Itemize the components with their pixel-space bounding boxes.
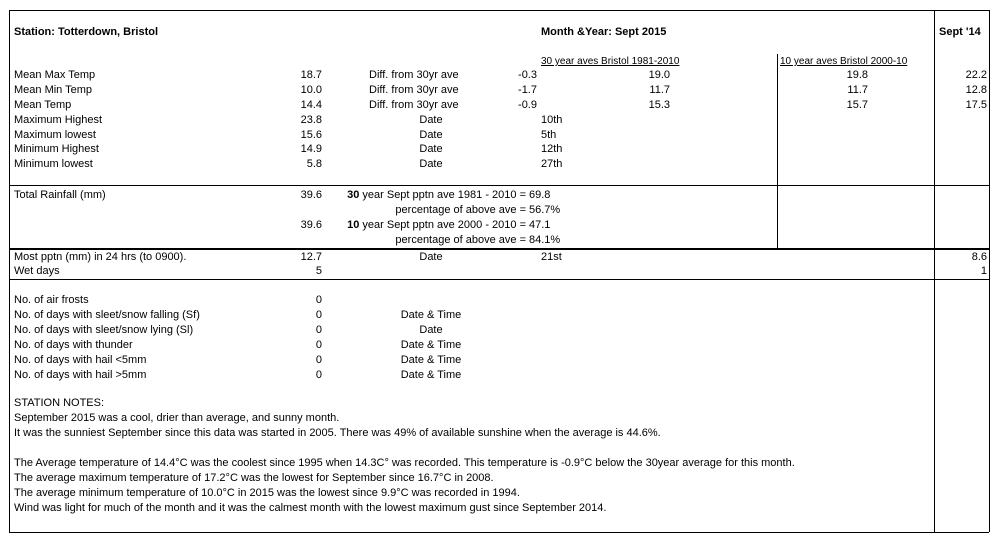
prev-year-value: 17.5 <box>965 99 987 111</box>
wet-days-label: Wet days <box>14 265 60 277</box>
station-title: Station: Totterdown, Bristol <box>14 26 159 38</box>
counts-top-line <box>9 279 989 280</box>
count-label: No. of days with sleet/snow lying (Sl) <box>14 324 194 336</box>
row-value: 10.0 <box>300 84 322 96</box>
border-right <box>989 10 990 532</box>
count-label: No. of days with thunder <box>14 339 133 351</box>
notes-line: The average maximum temperature of 17.2°C was the lowest for September since 16.7°C in 2008. <box>14 472 494 484</box>
diff-value: -1.7 <box>518 84 537 96</box>
ave10-header: 10 year aves Bristol 2000-10 <box>780 56 908 67</box>
border-left <box>9 10 10 532</box>
rainfall-top-line <box>9 185 989 186</box>
notes-line: It was the sunniest September since this data was started in 2005. There was 49% of available sunshine when the average is 44.6%. <box>14 427 661 439</box>
rainfall-value-2: 39.6 <box>300 219 322 231</box>
diff-value: -0.3 <box>518 69 537 81</box>
pptn-label: Most pptn (mm) in 24 hrs (to 0900). <box>14 251 187 263</box>
row-value: 18.7 <box>300 69 322 81</box>
rainfall-ave10-value: 47.1 <box>529 219 551 231</box>
row-label: Minimum Highest <box>14 143 99 155</box>
ave10-value: 11.7 <box>847 84 868 96</box>
date-value: 5th <box>541 129 557 141</box>
month-year-title: Month &Year: Sept 2015 <box>541 26 667 38</box>
ave10-column-divider <box>777 54 778 250</box>
rainfall-value: 39.6 <box>300 189 322 201</box>
row-label: Mean Temp <box>14 99 72 111</box>
rainfall-pct30-value: 56.7% <box>529 204 561 216</box>
ave30-value: 19.0 <box>648 69 670 81</box>
prev-year-value: 12.8 <box>965 84 987 96</box>
ave10-value: 19.8 <box>846 69 868 81</box>
pptn-date-label: Date <box>419 251 443 263</box>
rainfall-pct10-text: percentage of above ave = <box>395 234 526 246</box>
ave10-prefix: 10 <box>347 219 360 231</box>
date-label: Date <box>419 143 443 155</box>
rainfall-ave30-value: 69.8 <box>529 189 551 201</box>
ave30-value: 15.3 <box>648 99 670 111</box>
row-value: 23.8 <box>300 114 322 126</box>
row-label: Mean Min Temp <box>14 84 93 96</box>
notes-line: The Average temperature of 14.4°C was the coolest since 1995 when 14.3C° was recorded. This temperature is -0.9°C below the 30year average for this month. <box>14 457 795 469</box>
count-extra: Date & Time <box>400 339 462 351</box>
rainfall-label: Total Rainfall (mm) <box>14 189 106 201</box>
row-value: 15.6 <box>300 129 322 141</box>
row-value: 5.8 <box>306 158 322 170</box>
count-extra: Date & Time <box>400 369 462 381</box>
row-label: Mean Max Temp <box>14 69 96 81</box>
diff-value: -0.9 <box>518 99 537 111</box>
row-label: Maximum Highest <box>14 114 103 126</box>
count-value: 0 <box>315 339 322 351</box>
diff-label: Diff. from 30yr ave <box>369 69 459 81</box>
border-top <box>9 10 989 11</box>
count-label: No. of air frosts <box>14 294 89 306</box>
count-value: 0 <box>315 324 322 336</box>
row-label: Minimum lowest <box>14 158 93 170</box>
ave30-prefix: 30 <box>347 189 360 201</box>
row-value: 14.9 <box>300 143 322 155</box>
notes-line: Wind was light for much of the month and it was the calmest month with the lowest maximum gust since September 2014. <box>14 502 607 514</box>
notes-line: The average minimum temperature of 10.0°C in 2015 was the lowest since 9.9°C was recorded in 1994. <box>14 487 520 499</box>
date-value: 12th <box>541 143 563 155</box>
border-bottom <box>9 532 989 533</box>
ave30-value: 11.7 <box>649 84 670 96</box>
pptn-date: 21st <box>541 251 562 263</box>
count-value: 0 <box>315 309 322 321</box>
date-value: 27th <box>541 158 563 170</box>
count-extra: Date <box>419 324 443 336</box>
count-value: 0 <box>315 354 322 366</box>
ave10-text: year Sept pptn ave 2000 - 2010 = <box>359 219 526 231</box>
rainfall-pct10-value: 84.1% <box>529 234 561 246</box>
count-value: 0 <box>315 369 322 381</box>
diff-label: Diff. from 30yr ave <box>369 99 459 111</box>
row-label: Maximum lowest <box>14 129 96 141</box>
rainfall-pct30-text: percentage of above ave = <box>395 204 526 216</box>
notes-title: STATION NOTES: <box>14 397 105 409</box>
notes-line: September 2015 was a cool, drier than average, and sunny month. <box>14 412 340 424</box>
date-value: 10th <box>541 114 563 126</box>
count-value: 0 <box>315 294 322 306</box>
count-label: No. of days with hail <5mm <box>14 354 147 366</box>
date-label: Date <box>419 158 443 170</box>
ave30-header: 30 year aves Bristol 1981-2010 <box>541 56 680 67</box>
date-label: Date <box>419 129 443 141</box>
ave30-text: year Sept pptn ave 1981 - 2010 = <box>359 189 526 201</box>
prev-year-value: 22.2 <box>965 69 987 81</box>
sept14-column-divider <box>934 10 935 532</box>
pptn-prev-year: 8.6 <box>971 251 987 263</box>
date-label: Date <box>419 114 443 126</box>
wet-days-value: 5 <box>315 265 322 277</box>
rainfall-ave30-text <box>320 189 526 202</box>
diff-label: Diff. from 30yr ave <box>369 84 459 96</box>
count-label: No. of days with sleet/snow falling (Sf) <box>14 309 200 321</box>
count-extra: Date & Time <box>400 354 462 366</box>
count-label: No. of days with hail >5mm <box>14 369 147 381</box>
rainfall-ave10-text <box>320 219 526 232</box>
wet-days-prev-year: 1 <box>980 265 987 277</box>
row-value: 14.4 <box>300 99 322 111</box>
pptn-value: 12.7 <box>300 251 322 263</box>
prev-year-header: Sept '14 <box>939 26 981 38</box>
pptn-top-line <box>9 248 989 250</box>
count-extra: Date & Time <box>400 309 462 321</box>
ave10-value: 15.7 <box>846 99 868 111</box>
